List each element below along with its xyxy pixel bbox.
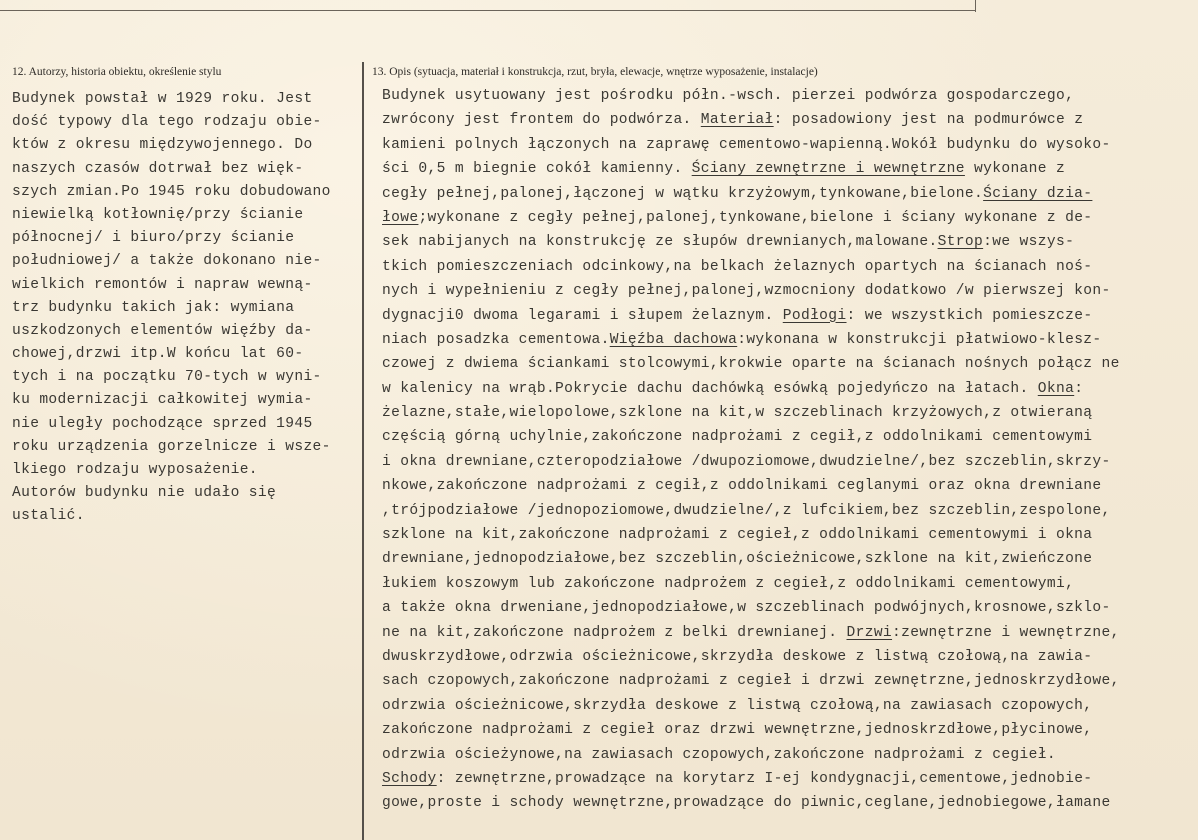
- history-line: ustalić.: [12, 508, 85, 525]
- text-segment: łukiem koszowym lub zakończone nadprożem z cegieł,z oddolnikami cementowymi,: [382, 575, 1075, 592]
- text-segment: sach czopowych,zakończone nadprożami z cegieł i drzwi zewnętrzne,jednoskrzydłowe,: [382, 673, 1120, 690]
- description-line: [382, 645, 1120, 669]
- text-segment: ,trójpodziałowe /jednopoziomowe,dwudzielne/,z lufcikiem,bez szczeblin,zespolone,: [382, 502, 1111, 519]
- section-keyword: Schody: [382, 770, 437, 787]
- history-line: dość typowy dla tego rodzaju obie-: [12, 114, 322, 131]
- text-segment: dygnacji0 dwoma legarami i słupem żelaznym.: [382, 307, 783, 324]
- text-segment: w kalenicy na wrąb.Pokrycie dachu dachówką esówką pojedyńczo na łatach.: [382, 380, 1038, 397]
- section-13-header: 13. Opis (sytuacja, materiał i konstrukcja, rzut, bryła, elewacje, wnętrze wyposażenie, instalacje): [372, 66, 818, 78]
- description-line: [382, 499, 1120, 523]
- section-keyword: Okna: [1037, 380, 1075, 397]
- section-12-header: 12. Autorzy, historia obiektu, określenie stylu: [12, 66, 222, 78]
- section-keyword: Więźba dachowa: [609, 331, 738, 348]
- history-line: szych zmian.Po 1945 roku dobudowano: [12, 183, 331, 200]
- history-line: naszych czasów dotrwał bez więk-: [12, 160, 304, 177]
- top-rule: [0, 10, 975, 11]
- text-segment: :wykonana w konstrukcji płatwiowo-klesz-: [737, 331, 1102, 348]
- text-segment: : posadowiony jest na podmurówce z: [773, 112, 1084, 129]
- text-segment: ści 0,5 m biegnie cokół kamienny.: [382, 161, 692, 178]
- description-line: [382, 425, 1120, 449]
- text-segment: tkich pomieszczeniach odcinkowy,na belkach żelaznych opartych na ścianach noś-: [382, 258, 1093, 275]
- text-segment: gowe,proste i schody wewnętrzne,prowadzące do piwnic,ceglane,jednobiegowe,łamane: [382, 795, 1111, 812]
- history-line: lkiego rodzaju wyposażenie.: [12, 462, 258, 478]
- text-segment: i okna drewniane,czteropodziałowe /dwupoziomowe,dwudzielne/,bez szczeblin,skrzy-: [382, 453, 1111, 470]
- text-segment: :we wszys-: [983, 234, 1075, 251]
- text-segment: a także okna drweniane,jednopodziałowe,w szczeblinach podwójnych,krosnowe,szklo-: [382, 600, 1111, 617]
- section-keyword: Podłogi: [782, 307, 847, 324]
- history-text: [12, 88, 331, 529]
- history-line: północnej/ i biuro/przy ścianie: [12, 230, 295, 247]
- description-line: [382, 401, 1120, 425]
- description-line: [382, 133, 1120, 157]
- description-line: [382, 523, 1120, 547]
- column-divider: [362, 62, 364, 840]
- text-segment: częścią górną uchylnie,zakończone nadprożami z cegił,z oddolnikami cementowymi: [382, 429, 1093, 446]
- text-segment: drewniane,jednopodziałowe,bez szczeblin,ościeżnicowe,szklone na kit,zwieńczone: [382, 551, 1093, 568]
- description-line: [382, 84, 1120, 108]
- section-keyword: Materiał: [700, 112, 774, 129]
- text-segment: nych i wypełnieniu z cegły pełnej,palonej,wzmocniony dodatkowo /w pierwszej kon-: [382, 283, 1111, 300]
- text-segment: szklone na kit,zakończone nadprożami z cegieł,z oddolnikami cementowymi i okna: [382, 527, 1093, 544]
- description-line: [382, 743, 1120, 767]
- history-line: roku urządzenia gorzelnicze i wsze-: [12, 438, 331, 455]
- description-line: [382, 669, 1120, 693]
- text-segment: kamieni polnych łączonych na zaprawę cementowo-wapienną.Wokół budynku do wysoko-: [382, 136, 1111, 153]
- text-segment: niach posadzka cementowa.: [382, 331, 610, 348]
- history-line: niewielką kotłownię/przy ścianie: [12, 206, 304, 223]
- description-line: [382, 450, 1120, 474]
- top-rule-tick: [975, 0, 976, 12]
- text-segment: zwrócony jest frontem do podwórza.: [382, 112, 701, 129]
- history-line: Budynek powstał w 1929 roku. Jest: [12, 91, 313, 107]
- description-line: [382, 694, 1120, 718]
- description-line: [382, 108, 1120, 132]
- history-line: uszkodzonych elementów więźby da-: [12, 322, 313, 339]
- section-keyword: Ściany zewnętrzne i wewnętrzne: [691, 161, 965, 178]
- description-line: [382, 352, 1120, 376]
- text-segment: nkowe,zakończone nadprożami z cegił,z oddolnikami ceglanymi oraz okna drewniane: [382, 478, 1102, 495]
- history-line: Autorów budynku nie udało się: [12, 485, 277, 502]
- description-line: [382, 474, 1120, 498]
- text-segment: : zewnętrzne,prowadzące na korytarz I-ej kondygnacji,cementowe,jednobie-: [436, 770, 1093, 787]
- text-segment: dwuskrzydłowe,odrzwia ościeżnicowe,skrzydła deskowe z listwą czołową,na zawia-: [382, 648, 1093, 665]
- history-line: któw z okresu międzywojennego. Do: [12, 137, 313, 154]
- text-segment: Budynek usytuowany jest pośrodku półn.-wsch. pierzei podwórza gospodarczego,: [382, 88, 1075, 104]
- description-line: [382, 596, 1120, 620]
- description-line: [382, 279, 1120, 303]
- text-segment: :: [1074, 380, 1084, 397]
- history-line: wielkich remontów i napraw wewną-: [12, 276, 313, 293]
- text-segment: czowej z dwiema ściankami stolcowymi,krokwie oparte na ścianach nośnych połącz ne: [382, 356, 1120, 373]
- description-line: [382, 328, 1120, 352]
- text-segment: : we wszystkich pomieszcze-: [846, 307, 1093, 324]
- text-segment: ;wykonane z cegły pełnej,palonej,tynkowane,bielone i ściany wykonane z de-: [418, 209, 1093, 226]
- text-segment: ne na kit,zakończone nadprożem z belki drewnianej.: [382, 624, 847, 641]
- text-segment: żelazne,stałe,wielopolowe,szklone na kit,w szczeblinach krzyżowych,z otwieraną: [382, 405, 1093, 422]
- text-segment: cegły pełnej,palonej,łączonej w wątku krzyżowym,tynkowane,bielone.: [382, 185, 984, 202]
- description-line: [382, 157, 1120, 181]
- history-line: trz budynku takich jak: wymiana: [12, 299, 295, 316]
- text-segment: odrzwia ościeżynowe,na zawiasach czopowych,zakończone nadprożami z cegieł.: [382, 746, 1056, 763]
- description-line: [382, 206, 1120, 230]
- description-line: [382, 304, 1120, 328]
- text-segment: sek nabijanych na konstrukcję ze słupów drewnianych,malowane.: [382, 234, 938, 251]
- text-segment: wykonane z: [964, 161, 1066, 178]
- history-line: południowej/ a także dokonano nie-: [12, 253, 322, 270]
- description-line: [382, 230, 1120, 254]
- description-text: [382, 84, 1120, 816]
- section-keyword: Drzwi: [846, 624, 893, 641]
- description-line: [382, 718, 1120, 742]
- section-keyword: Strop: [937, 234, 984, 251]
- history-line: ku modernizacji całkowitej wymia-: [12, 392, 313, 409]
- history-line: tych i na początku 70-tych w wyni-: [12, 369, 322, 386]
- text-segment: zakończone nadprożami z cegieł oraz drzwi wewnętrzne,jednoskrzdłowe,płycinowe,: [382, 722, 1093, 739]
- history-line: nie uległy pochodzące sprzed 1945: [12, 415, 313, 432]
- history-line: chowej,drzwi itp.W końcu lat 60-: [12, 346, 304, 363]
- text-segment: :zewnętrzne i wewnętrzne,: [892, 624, 1120, 641]
- description-line: [382, 767, 1120, 791]
- section-keyword: łowe: [382, 209, 419, 226]
- text-segment: odrzwia ościeżnicowe,skrzydła deskowe z listwą czołową,na zawiasach czopowych,: [382, 697, 1093, 714]
- description-line: [382, 547, 1120, 571]
- section-keyword: Ściany dzia-: [983, 185, 1093, 202]
- description-line: [382, 377, 1120, 401]
- description-line: [382, 572, 1120, 596]
- description-line: [382, 791, 1120, 815]
- description-line: [382, 182, 1120, 206]
- description-line: [382, 255, 1120, 279]
- description-line: [382, 621, 1120, 645]
